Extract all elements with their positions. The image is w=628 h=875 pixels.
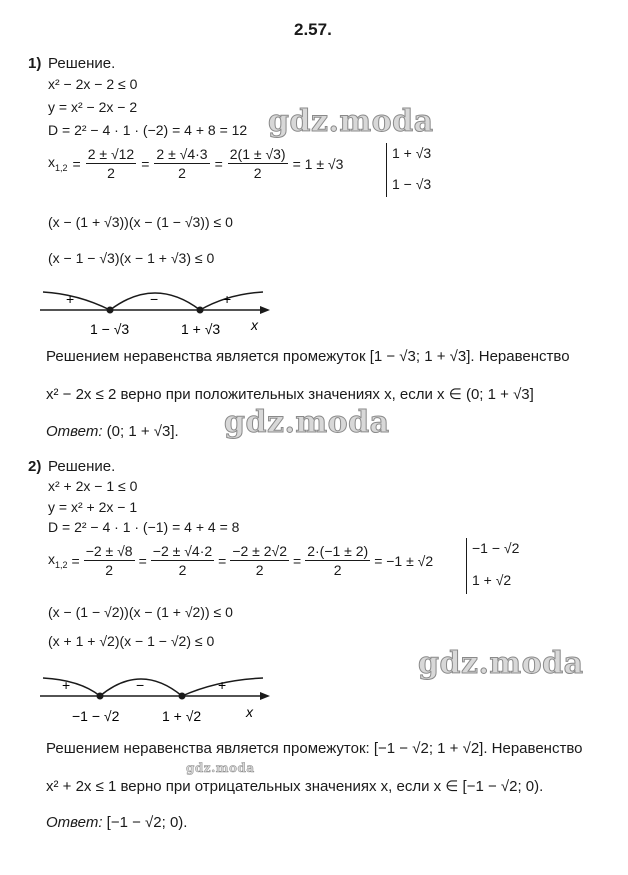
part1-answer: [46, 423, 179, 440]
part2-heading: Решение.: [48, 458, 116, 475]
watermark-4: gdz.moda: [186, 761, 255, 775]
part1-root-top: 1 + √3: [392, 145, 432, 161]
part1-roots-result: = 1 ± √3: [292, 155, 344, 172]
part2-curve-left: [43, 678, 100, 696]
part2-point-right: [179, 693, 186, 700]
part2-sign-mid: −: [136, 677, 145, 693]
part2-factor-1: (x − (1 − √2))(x − (1 + √2)) ≤ 0: [48, 604, 233, 620]
part1-axis-label-right: 1 + √3: [181, 321, 221, 337]
part1-fraction-2: $\frac{2 \pm √4\cdot 3}{2}$: [156, 146, 208, 181]
part2-axis-label-right: 1 + √2: [162, 708, 202, 724]
part2-solution-line2: x² + 2x ≤ 1 верно при отрицательных значениях x, если x ∈ [−1 − √2; 0).: [46, 778, 544, 795]
part2-roots-divider: [466, 538, 467, 594]
part1-fraction-1: $\frac{2 \pm √12}{2}$: [87, 146, 135, 181]
part1-axis-arrow-icon: [260, 306, 270, 314]
part2-sign-left: +: [62, 677, 71, 693]
part2-solution-interval: [−1 − √2; 1 + √2]: [373, 740, 484, 757]
part1-curve-right: [200, 292, 263, 310]
part1-fraction-3: $\frac{2(1 \pm √3)}{2}$: [229, 146, 286, 181]
part1-solution-line1: Решением неравенства является промежуток [1 − √3; 1 + √3]. Неравенство: [46, 348, 570, 365]
watermark-2: gdz.moda: [224, 405, 390, 440]
part1-factor-1: (x − (1 + √3))(x − (1 − √3)) ≤ 0: [48, 214, 233, 230]
part1-solution-interval: [1 − √3; 1 + √3]: [369, 348, 471, 365]
watermark-1: gdz.moda: [268, 104, 434, 139]
part2-fraction-2: $\frac{-2 \pm √4\cdot 2}{2}$: [152, 543, 213, 578]
part1-answer-value: (0; 1 + √3].: [106, 423, 179, 440]
part2-number-line: [38, 664, 278, 726]
part2-discriminant: D = 2² − 4 · 1 · (−1) = 4 + 4 = 8: [48, 519, 240, 535]
part2-axis-var: x: [246, 704, 253, 720]
part1-axis-var: x: [251, 317, 258, 333]
part1-solution-interval2: (0; 1 + √3]: [465, 386, 534, 403]
part2-answer: [46, 814, 187, 831]
part2-root-bottom: 1 + √2: [472, 572, 512, 588]
part1-inequality: x² − 2x − 2 ≤ 0: [48, 76, 138, 92]
part2-sign-right: +: [218, 677, 227, 693]
part1-solution-line2: x² − 2x ≤ 2 верно при положительных значениях x, если x ∈ (0; 1 + √3]: [46, 386, 534, 403]
exercise-number: 2.57.: [294, 20, 332, 39]
part2-axis-arrow-icon: [260, 692, 270, 700]
part2-answer-value: [−1 − √2; 0).: [106, 814, 188, 831]
part1-axis-label-left: 1 − √3: [90, 321, 130, 337]
part2-inequality: x² + 2x − 1 ≤ 0: [48, 478, 138, 494]
part1-curve-left: [43, 292, 110, 310]
part2-fraction-3: $\frac{-2 \pm 2√2}{2}$: [232, 543, 288, 578]
part1-sign-mid: −: [150, 291, 159, 307]
part2-root-top: −1 − √2: [472, 540, 520, 556]
part1-answer-label: Ответ:: [46, 423, 103, 440]
part2-label: 2): [28, 458, 42, 475]
part1-discriminant: D = 2² − 4 · 1 · (−2) = 4 + 8 = 12: [48, 122, 248, 138]
part1-factor-2: (x − 1 − √3)(x − 1 + √3) ≤ 0: [48, 250, 215, 266]
part1-roots-formula: $x_{1,2}$ = $\frac{2 \pm √12}{2}$ = $\frac{2 \pm √4\cdot 3}{2}$ = $\frac{2(1 \pm √3)}{2}$ = 1 ± √3: [48, 146, 344, 181]
part1-heading: Решение.: [48, 55, 116, 72]
part2-solution-interval2: [−1 − √2; 0).: [462, 778, 544, 795]
part1-number-line: [38, 280, 278, 340]
part2-roots-result: = −1 ± √2: [374, 552, 434, 569]
part1-sign-right: +: [223, 291, 232, 307]
part1-x12: $x_{1,2}$: [48, 154, 68, 173]
part1-root-bottom: 1 − √3: [392, 176, 432, 192]
part1-roots-divider: [386, 143, 387, 197]
part2-fraction-4: $\frac{2\cdot(-1 \pm 2)}{2}$: [307, 543, 369, 578]
part2-point-left: [97, 693, 104, 700]
part1-label: 1): [28, 55, 42, 72]
watermark-3: gdz.moda: [418, 646, 584, 681]
part1-sign-left: +: [66, 291, 75, 307]
part2-factor-2: (x + 1 + √2)(x − 1 − √2) ≤ 0: [48, 633, 215, 649]
part2-x12: $x_{1,2}$: [48, 551, 68, 570]
part2-answer-label: Ответ:: [46, 814, 103, 831]
part2-function: y = x² + 2x − 1: [48, 499, 138, 515]
part1-function: y = x² − 2x − 2: [48, 99, 138, 115]
part2-solution-line1: Решением неравенства является промежуток: [−1 − √2; 1 + √2]. Неравенство: [46, 740, 583, 757]
part2-fraction-1: $\frac{-2 \pm √8}{2}$: [85, 543, 133, 578]
part2-axis-label-left: −1 − √2: [72, 708, 120, 724]
part1-point-right: [197, 307, 204, 314]
part2-roots-formula: $x_{1,2}$ = $\frac{-2 \pm √8}{2}$ = $\frac{-2 \pm √4\cdot 2}{2}$ = $\frac{-2 \pm 2√2}{2}$ = $\frac{2\cdot(-1 \pm 2)}{2}$ = −1 ± √2: [48, 543, 434, 578]
part1-point-left: [107, 307, 114, 314]
